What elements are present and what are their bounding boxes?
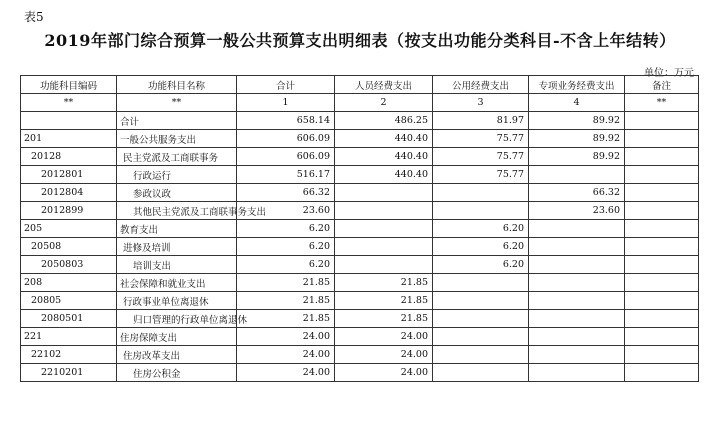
public-cell: 75.77: [433, 166, 529, 184]
header-special: 专项业务经费支出: [529, 76, 625, 94]
personnel-cell: 440.40: [335, 166, 433, 184]
personnel-cell: 24.00: [335, 364, 433, 382]
special-cell: 23.60: [529, 202, 625, 220]
code-cell: 2012899: [21, 202, 117, 220]
public-cell: 81.97: [433, 112, 529, 130]
header-personnel: 人员经费支出: [335, 76, 433, 94]
header-note: 备注: [625, 76, 699, 94]
table-row: [21, 130, 699, 148]
note-cell: [625, 274, 699, 292]
name-cell: 社会保障和就业支出: [117, 274, 237, 292]
name-cell: 参政议政: [117, 184, 237, 202]
public-cell: 6.20: [433, 220, 529, 238]
table-row: [21, 202, 699, 220]
personnel-cell: [335, 238, 433, 256]
name-cell: 培训支出: [117, 256, 237, 274]
special-cell: [529, 238, 625, 256]
header-total: 合计: [237, 76, 335, 94]
code-cell: 2080501: [21, 310, 117, 328]
special-cell: [529, 220, 625, 238]
page-title: 2019年部门综合预算一般公共预算支出明细表（按支出功能分类科目-不含上年结转）: [44, 31, 676, 50]
total-cell: 24.00: [237, 328, 335, 346]
header-code: 功能科目编码: [21, 76, 117, 94]
special-cell: [529, 328, 625, 346]
code-cell: 221: [21, 328, 117, 346]
special-cell: 89.92: [529, 148, 625, 166]
personnel-cell: [335, 220, 433, 238]
expenditure-table: [20, 75, 699, 382]
name-cell: 进修及培训: [117, 238, 237, 256]
total-cell: 606.09: [237, 130, 335, 148]
personnel-cell: 21.85: [335, 274, 433, 292]
total-cell: 6.20: [237, 220, 335, 238]
name-cell: 民主党派及工商联事务: [117, 148, 237, 166]
personnel-cell: 440.40: [335, 130, 433, 148]
personnel-cell: [335, 202, 433, 220]
name-cell: 行政运行: [117, 166, 237, 184]
table-row: [21, 238, 699, 256]
name-cell: 合计: [117, 112, 237, 130]
total-cell: 24.00: [237, 346, 335, 364]
table-row: [21, 148, 699, 166]
code-cell: 201: [21, 130, 117, 148]
index-row: [21, 94, 699, 112]
note-cell: [625, 346, 699, 364]
total-cell: 23.60: [237, 202, 335, 220]
code-cell: 20805: [21, 292, 117, 310]
index-cell: 3: [433, 94, 529, 112]
public-cell: 6.20: [433, 238, 529, 256]
code-cell: [21, 112, 117, 130]
unit-label: 单位：万元: [644, 68, 694, 79]
public-cell: [433, 274, 529, 292]
personnel-cell: 21.85: [335, 292, 433, 310]
total-cell: 21.85: [237, 310, 335, 328]
public-cell: 75.77: [433, 130, 529, 148]
personnel-cell: 24.00: [335, 346, 433, 364]
index-cell: 1: [237, 94, 335, 112]
note-cell: [625, 130, 699, 148]
code-cell: 20508: [21, 238, 117, 256]
personnel-cell: 486.25: [335, 112, 433, 130]
total-cell: 21.85: [237, 292, 335, 310]
public-cell: 75.77: [433, 148, 529, 166]
note-cell: [625, 220, 699, 238]
code-cell: 22102: [21, 346, 117, 364]
name-cell: 其他民主党派及工商联事务支出: [117, 202, 237, 220]
name-cell: 住房改革支出: [117, 346, 237, 364]
note-cell: [625, 310, 699, 328]
total-cell: 516.17: [237, 166, 335, 184]
special-cell: [529, 346, 625, 364]
public-cell: [433, 184, 529, 202]
table-row: [21, 184, 699, 202]
public-cell: [433, 346, 529, 364]
personnel-cell: 21.85: [335, 310, 433, 328]
code-cell: 2012801: [21, 166, 117, 184]
special-cell: 66.32: [529, 184, 625, 202]
personnel-cell: 24.00: [335, 328, 433, 346]
note-cell: [625, 184, 699, 202]
code-cell: 2012804: [21, 184, 117, 202]
index-cell: 2: [335, 94, 433, 112]
table-tag: 表5: [24, 10, 44, 24]
code-cell: 205: [21, 220, 117, 238]
special-cell: [529, 310, 625, 328]
name-cell: 行政事业单位离退休: [117, 292, 237, 310]
note-cell: [625, 202, 699, 220]
total-cell: 21.85: [237, 274, 335, 292]
public-cell: [433, 310, 529, 328]
note-cell: [625, 166, 699, 184]
header-public: 公用经费支出: [433, 76, 529, 94]
name-cell: 归口管理的行政单位离退休: [117, 310, 237, 328]
index-cell: **: [117, 94, 237, 112]
index-cell: **: [625, 94, 699, 112]
public-cell: [433, 202, 529, 220]
total-cell: 66.32: [237, 184, 335, 202]
note-cell: [625, 256, 699, 274]
note-cell: [625, 328, 699, 346]
table-row: [21, 112, 699, 130]
index-cell: **: [21, 94, 117, 112]
table-row: [21, 166, 699, 184]
table-row: [21, 220, 699, 238]
code-cell: 20128: [21, 148, 117, 166]
personnel-cell: [335, 256, 433, 274]
total-cell: 24.00: [237, 364, 335, 382]
special-cell: [529, 274, 625, 292]
special-cell: [529, 364, 625, 382]
total-cell: 658.14: [237, 112, 335, 130]
public-cell: [433, 328, 529, 346]
note-cell: [625, 364, 699, 382]
total-cell: 6.20: [237, 238, 335, 256]
table-row: [21, 346, 699, 364]
table-row: [21, 310, 699, 328]
header-row: [21, 76, 699, 94]
table-row: [21, 292, 699, 310]
header-name: 功能科目名称: [117, 76, 237, 94]
total-cell: 6.20: [237, 256, 335, 274]
note-cell: [625, 292, 699, 310]
special-cell: 89.92: [529, 130, 625, 148]
name-cell: 住房保障支出: [117, 328, 237, 346]
public-cell: [433, 292, 529, 310]
table-row: [21, 274, 699, 292]
table-row: [21, 364, 699, 382]
table-row: [21, 256, 699, 274]
code-cell: 208: [21, 274, 117, 292]
special-cell: 89.92: [529, 112, 625, 130]
public-cell: 6.20: [433, 256, 529, 274]
special-cell: [529, 256, 625, 274]
note-cell: [625, 112, 699, 130]
special-cell: [529, 292, 625, 310]
name-cell: 一般公共服务支出: [117, 130, 237, 148]
total-cell: 606.09: [237, 148, 335, 166]
note-cell: [625, 148, 699, 166]
personnel-cell: [335, 184, 433, 202]
table-row: [21, 328, 699, 346]
note-cell: [625, 238, 699, 256]
code-cell: 2050803: [21, 256, 117, 274]
name-cell: 教育支出: [117, 220, 237, 238]
personnel-cell: 440.40: [335, 148, 433, 166]
public-cell: [433, 364, 529, 382]
special-cell: [529, 166, 625, 184]
index-cell: 4: [529, 94, 625, 112]
code-cell: 2210201: [21, 364, 117, 382]
name-cell: 住房公积金: [117, 364, 237, 382]
